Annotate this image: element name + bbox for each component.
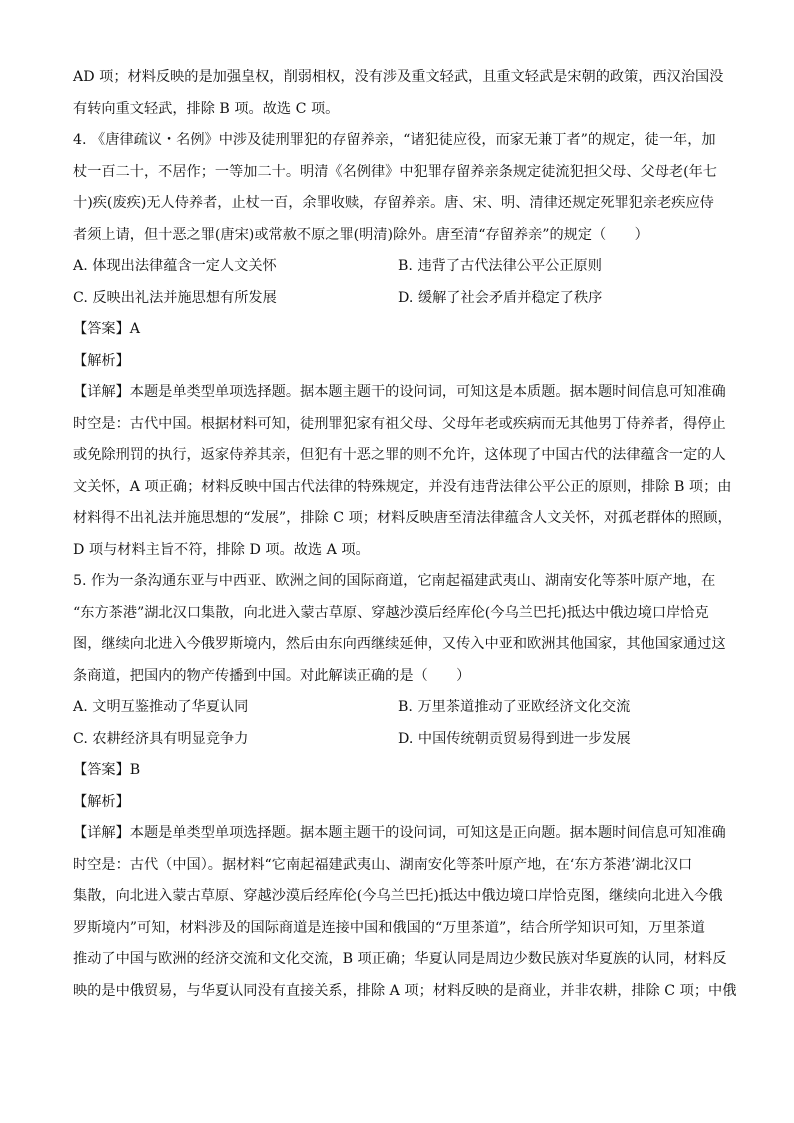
- document-page: [73, 62, 737, 1007]
- intro-line: 有转向重文轻武，排除 B 项。故选 C 项。: [73, 100, 340, 117]
- q4-analysis-heading: 【解析】: [73, 352, 130, 369]
- question-5-options: [73, 692, 723, 755]
- question-4-stem: [73, 125, 723, 251]
- q5-stem-line: 5. 作为一条沟通东亚与中西亚、欧洲之间的国际商道，它南起福建武夷山、湖南安化等茶叶原产地，在: [73, 573, 716, 589]
- q5-detail-line: 罗斯境内”可知，材料涉及的国际商道是连接中国和俄国的“万里茶道”，结合所学知识可知，万里茶道: [73, 919, 705, 936]
- q5-detail-line: 时空是：古代（中国）。据材料“它南起福建武夷山、湖南安化等茶叶原产地，在‘东方茶港’湖北汉口: [73, 856, 693, 873]
- q4-stem-line: 十)疾(废疾)无人侍养者，止杖一百，余罪收赎，存留养亲。唐、宋、明、清律还规定死罪犯亲老疾应侍: [73, 195, 714, 211]
- q4-option-a: A. 体现出法律蕴含一定人文关怀: [73, 258, 277, 274]
- q4-answer: 【答案】A: [73, 321, 140, 337]
- q4-detail: [73, 377, 732, 566]
- q5-detail-line: 映的是中俄贸易，与华夏认同没有直接关系，排除 A 项；材料反映的是商业，并非农耕，排除 C 项；中俄: [73, 982, 737, 999]
- question-5-stem: [73, 566, 726, 692]
- q4-detail-line: 时空是：古代中国。根据材料可知，徒刑罪犯家有祖父母、父母年老或疾病而无其他男丁侍养者，得停止: [73, 415, 726, 432]
- q5-option-b: B. 万里茶道推动了亚欧经济文化交流: [398, 699, 631, 715]
- q5-option-d: D. 中国传统朝贡贸易得到进一步发展: [398, 730, 631, 747]
- q4-option-d: D. 缓解了社会矛盾并稳定了秩序: [398, 289, 603, 306]
- q5-stem-line: 图，继续向北进入今俄罗斯境内，然后由东向西继续延伸，又传入中亚和欧洲其他国家，其他国家通过这: [73, 636, 726, 652]
- q5-option-c: C. 农耕经济具有明显竞争力: [73, 730, 249, 747]
- q5-stem-line: “东方茶港”湖北汉口集散，向北进入蒙古草原、穿越沙漠后经库伦(今乌兰巴托)抵达中俄边境口岸恰克: [73, 604, 709, 621]
- q5-detail-line: 【详解】本题是单类型单项选择题。据本题主题干的设问词，可知这是正向题。据本题时间信息可知准确: [73, 825, 726, 841]
- intro-line: AD 项；材料反映的是加强皇权，削弱相权，没有涉及重文轻武，且重文轻武是宋朝的政策，西汉治国没: [73, 69, 724, 85]
- q5-option-a: A. 文明互鉴推动了华夏认同: [73, 699, 249, 715]
- q4-stem-line: 者须上请，但十恶之罪(唐宋)或常赦不原之罪(明清)除外。唐至清“存留养亲”的规定（ ）: [73, 226, 649, 243]
- q5-analysis-heading: 【解析】: [73, 793, 130, 810]
- question-4-options: [73, 251, 723, 314]
- q5-detail-line: 集散，向北进入蒙古草原、穿越沙漠后经库伦(今乌兰巴托)抵达中俄边境口岸恰克图，继续向北进入今俄: [73, 888, 723, 904]
- q4-stem-line: 4. 《唐律疏议・名例》中涉及徒刑罪犯的存留养亲，“诸犯徒应役，而家无兼丁者”的规定，徒一年，加: [73, 132, 716, 148]
- q4-stem-line: 杖一百二十，不居作；一等加二十。明清《名例律》中犯罪存留养亲条规定徒流犯担父母、父母老(年七: [73, 163, 717, 180]
- q4-option-c: C. 反映出礼法并施思想有所发展: [73, 289, 277, 306]
- intro-paragraph: [73, 62, 723, 125]
- q4-detail-line: 或免除刑罚的执行，返家侍养其亲，但犯有十恶之罪的则不允许，这体现了中国古代的法律蕴含一定的人: [73, 447, 726, 463]
- q4-detail-line: D 项与材料主旨不符，排除 D 项。故选 A 项。: [73, 541, 370, 558]
- q4-detail-line: 文关怀，A 项正确；材料反映中国古代法律的特殊规定，并没有违背法律公平公正的原则，排除 B 项；由: [73, 478, 732, 495]
- q4-option-b: B. 违背了古代法律公平公正原则: [398, 258, 602, 274]
- q5-detail-line: 推动了中国与欧洲的经济交流和文化交流，B 项正确；华夏认同是周边少数民族对华夏族的认同，材料反: [73, 951, 727, 967]
- q5-detail: [73, 818, 737, 1007]
- q4-detail-line: 材料得不出礼法并施思想的“发展”，排除 C 项；材料反映唐至清法律蕴含人文关怀，对孤老群体的照顾，: [73, 510, 732, 526]
- q5-stem-line: 条商道，把国内的物产传播到中国。对此解读正确的是（ ）: [73, 667, 471, 684]
- q5-answer: 【答案】B: [73, 762, 141, 778]
- q4-detail-line: 【详解】本题是单类型单项选择题。据本题主题干的设问词，可知这是本质题。据本题时间信息可知准确: [73, 384, 726, 400]
